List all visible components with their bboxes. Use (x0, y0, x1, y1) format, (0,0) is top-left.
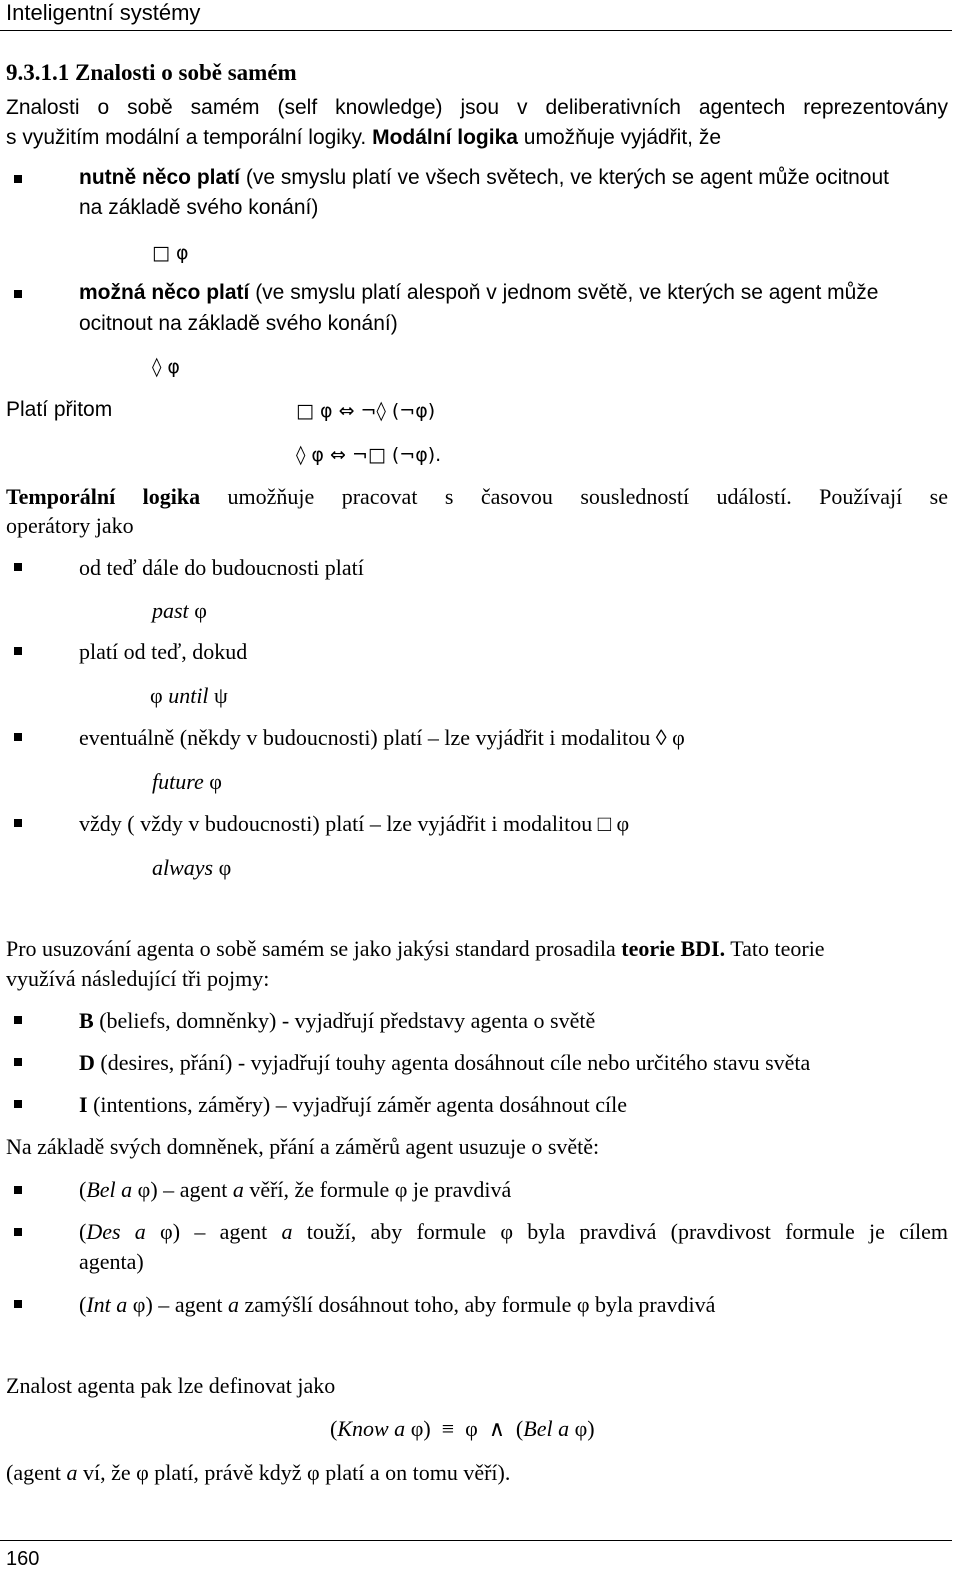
intro-line-2: s využitím modální a temporální logiky. Modální logika umožňuje vyjádřit, že (6, 126, 722, 149)
bullet-marker (14, 1100, 22, 1108)
bullet-marker (14, 1228, 22, 1236)
bdi-bel-item: (Bel a φ) – agent a věří, že formule φ je pravdivá (79, 1177, 512, 1202)
future-formula: future φ (152, 769, 222, 794)
box-phi-formula: □ φ (152, 242, 189, 264)
bullet-marker (14, 175, 22, 183)
knowledge-intro: Znalost agenta pak lze definovat jako (6, 1373, 336, 1398)
bullet-marker (14, 819, 22, 827)
bdi-line-1: Pro usuzování agenta o sobě samém se jako jakýsi standard prosadila teorie BDI. Tato teorie (6, 936, 825, 961)
intro-line-1: Znalosti o sobě samém (self knowledge) jsou v deliberativních agentech reprezentovány (6, 96, 948, 119)
footer-rule (0, 1540, 952, 1541)
knowledge-closing: (agent a ví, že φ platí, právě když φ platí a on tomu věří). (6, 1460, 511, 1485)
equivalence-1: □ φ ⇔ ¬◊ (¬φ) (296, 400, 436, 422)
section-heading: 9.3.1.1 Znalosti o sobě samém (6, 60, 297, 85)
bullet-marker (14, 1058, 22, 1066)
bdi-based-on: Na základě svých domněnek, přání a záměrů agent usuzuje o světě: (6, 1134, 600, 1159)
plati-label: Platí přitom (6, 398, 113, 421)
page-number: 160 (6, 1548, 40, 1570)
bullet-marker (14, 290, 22, 298)
temporal-line-1: Temporální logika umožňuje pracovat s časovou sousledností událostí. Používají se (6, 484, 948, 509)
bdi-line-2: využívá následující tři pojmy: (6, 966, 270, 991)
past-formula: past φ (152, 598, 207, 623)
header-rule (0, 30, 952, 31)
equivalence-2: ◊ φ ⇔ ¬□ (¬φ). (296, 444, 442, 466)
temporal-item-until: platí od teď, dokud (79, 639, 248, 664)
knowledge-formula: (Know a φ) ≡ φ ∧ (Bel a φ) (330, 1416, 595, 1441)
bdi-item-desires: D (desires, přání) - vyjadřují touhy agenta dosáhnout cíle nebo určitého stavu světa (79, 1050, 811, 1075)
bdi-des-item: (Des a φ) – agent a touží, aby formule φ byla pravdivá (pravdivost formule je cílem (79, 1219, 948, 1244)
bdi-des-item-line2: agenta) (79, 1249, 144, 1274)
bdi-item-beliefs: B (beliefs, domněnky) - vyjadřují představy agenta o světě (79, 1008, 596, 1033)
modal-item-necessary: nutně něco platí (ve smyslu platí ve všech světech, ve kterých se agent může ocitnout (79, 166, 889, 189)
bdi-int-item: (Int a φ) – agent a zamýšlí dosáhnout toho, aby formule φ byla pravdivá (79, 1292, 716, 1317)
bullet-marker (14, 647, 22, 655)
until-formula: φ until ψ (150, 683, 228, 708)
bullet-marker (14, 1186, 22, 1194)
temporal-item-future: eventuálně (někdy v budoucnosti) platí – lze vyjádřit i modalitou ◊ φ (79, 725, 685, 750)
modal-item-possible-line2: ocitnout na základě svého konání) (79, 312, 398, 335)
bullet-marker (14, 1300, 22, 1308)
running-header: Inteligentní systémy (6, 0, 201, 25)
bdi-item-intentions: I (intentions, záměry) – vyjadřují záměr agenta dosáhnout cíle (79, 1092, 627, 1117)
temporal-item-always: vždy ( vždy v budoucnosti) platí – lze vyjádřit i modalitou □ φ (79, 811, 630, 836)
bullet-marker (14, 563, 22, 571)
modal-item-necessary-line2: na základě svého konání) (79, 196, 319, 219)
bullet-marker (14, 1016, 22, 1024)
diamond-phi-formula: ◊ φ (152, 356, 180, 378)
temporal-line-2: operátory jako (6, 513, 134, 538)
modal-item-possible: možná něco platí (ve smyslu platí alespoň v jednom světě, ve kterých se agent může (79, 281, 879, 304)
bullet-marker (14, 733, 22, 741)
always-formula: always φ (152, 855, 232, 880)
temporal-item-past: od teď dále do budoucnosti platí (79, 555, 364, 580)
